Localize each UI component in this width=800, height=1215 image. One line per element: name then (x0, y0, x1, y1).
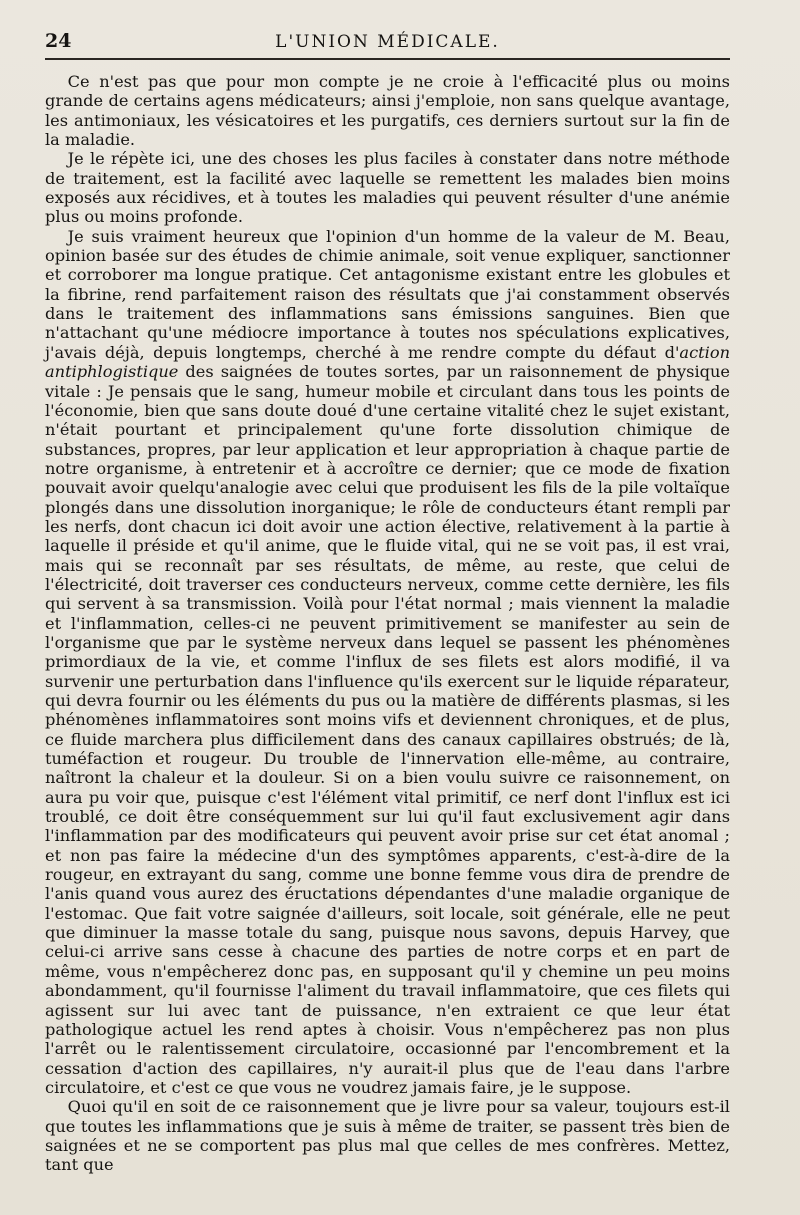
running-head: L'UNION MÉDICALE. (275, 32, 500, 52)
paragraph-2: Je le répète ici, une des choses les plus faciles à constater dans notre méthode de traitement, est la facilité avec laquelle se remettent les malades bien moins exposés aux récidives, et à toutes les maladies qui peuvent résulter d'une anémie plus ou moins profonde. (45, 149, 730, 227)
page-header (45, 28, 730, 60)
paragraph-3 (45, 227, 730, 1097)
paragraph-3-text-after: des saignées de toutes sortes, par un raisonnement de physique vitale : Je pensais que le sang, humeur mobile et circulant dans tous les points de l'économie, bien que sans doute doué d'une certaine vitalité chez le sujet existant, n'était pourtant et principalement qu'une forte dissolution chimique de substances, propres, par leur application et leur appropriation à chaque partie de notre organisme, à entretenir et à accroître ce dernier; que ce mode de fixation pouvait avoir quelqu'analogie avec celui que produisent les fils de la pile voltaïque plongés dans une dissolution inorganique; le rôle de conducteurs étant rempli par les nerfs, dont chacun ici doit avoir une action élective, relativement à la partie à laquelle il préside et qu'il anime, que le fluide vital, qui ne se voit pas, il est vrai, mais qui se reconnaît par ses résultats, de même, au reste, que celui de l'électricité, doit traverser ces conducteurs nerveux, comme cette dernière, les fils qui servent à sa transmission. Voilà pour l'état normal ; mais viennent la maladie et l'inflammation, celles-ci ne peuvent primitivement se manifester au sein de l'organisme que par le système nerveux dans lequel se passent les phénomènes primordiaux de la vie, et comme l'influx de ses filets est alors modifié, il va survenir une perturbation dans l'influence qu'ils exercent sur le liquide réparateur, qui devra fournir ou les éléments du pus ou la matière de différents plasmas, si les phénomènes inflammatoires sont moins vifs et deviennent chroniques, et de plus, ce fluide marchera plus difficilement dans des canaux capillaires obstrués; de là, tuméfaction et rougeur. Du trouble de l'innervation elle-même, au contraire, naîtront la chaleur et la douleur. Si on a bien voulu suivre ce raisonnement, on aura pu voir que, puisque c'est l'élément vital primitif, ce nerf dont l'influx est ici troublé, ce doit être conséquemment sur lui qu'il faut exclusivement agir dans l'inflammation par des modificateurs qui peuvent avoir prise sur cet état anomal ; et non pas faire la médecine d'un des symptômes apparents, c'est-à-dire de la rougeur, en extrayant du sang, comme une bonne femme vous dira de prendre de l'anis quand vous aurez des éructations dépendantes d'une maladie organique de l'estomac. Que fait votre saignée d'ailleurs, soit locale, soit générale, elle ne peut que diminuer la masse totale du sang, puisque nous savons, depuis Harvey, que celui-ci arrive sans cesse à chacune des parties de notre corps et en part de même, vous n'empêcherez donc pas, en supposant qu'il y chemine un peu moins abondamment, qu'il fournisse l'aliment du travail inflammatoire, que ces filets qui agissent sur lui avec tant de puissance, n'en extraient ce que leur état pathologique actuel les rend aptes à choisir. Vous n'empêcherez pas non plus l'arrêt ou le ralentissement circulatoire, occasionné par l'encombrement et la cessation d'action des capillaires, n'y aurait-il plus que de l'eau dans l'arbre circulatoire, et c'est ce que vous ne voudrez jamais faire, je le suppose. (45, 362, 730, 1097)
paragraph-4: Quoi qu'il en soit de ce raisonnement que je livre pour sa valeur, toujours est-il que toutes les inflammations que je suis à même de traiter, se passent très bien de saignées et ne se comportent pas plus mal que celles de mes confrères. Mettez, tant que (45, 1097, 730, 1175)
page-number: 24 (45, 30, 72, 52)
body-text (45, 72, 730, 1175)
italic-phrase: action antiphlogistique (45, 342, 730, 382)
paragraph-3-text-before: Je suis vraiment heureux que l'opinion d'un homme de la valeur de M. Beau, opinion basée sur des études de chimie animale, soit venue expliquer, sanctionner et corroborer ma longue pratique. Cet antagonisme existant entre les globules et la fibrine, rend parfaitement raison des résultats que j'ai constamment observés dans le traitement des inflammations sans émissions sanguines. Bien que n'attachant qu'une médiocre importance à toutes nos spéculations explicatives, j'avais déjà, depuis longtemps, cherché à me rendre compte du défaut d' (45, 226, 730, 362)
paragraph-1: Ce n'est pas que pour mon compte je ne croie à l'efficacité plus ou moins grande de certains agens médicateurs; ainsi j'emploie, non sans quelque avantage, les antimoniaux, les vésicatoires et les purgatifs, ces derniers surtout sur la fin de la maladie. (45, 72, 730, 150)
